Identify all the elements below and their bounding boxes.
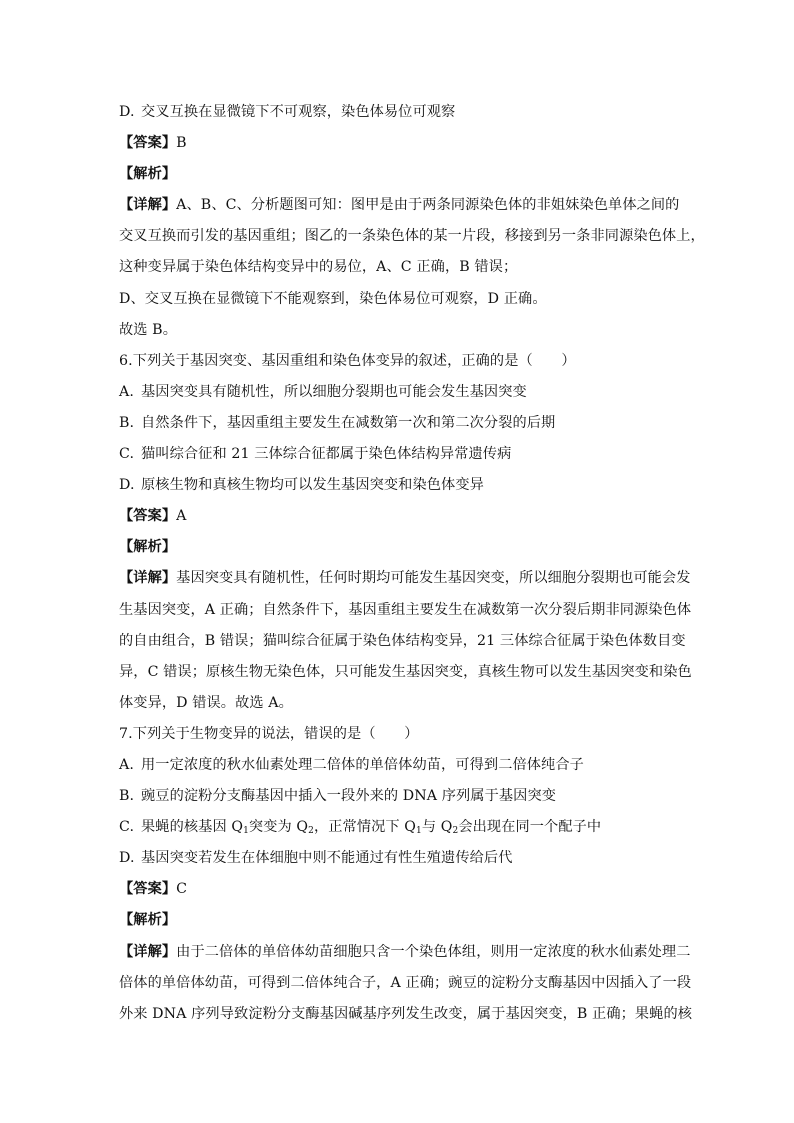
text-line	[119, 999, 693, 1030]
text-line	[119, 97, 677, 128]
line-text: 交叉互换在显微镜下不可观察，染色体易位可观察	[141, 104, 456, 120]
section-tag: 【解析】	[119, 166, 177, 183]
text-line	[119, 252, 677, 283]
section-tag: 【解析】	[119, 912, 177, 929]
option-label: C.	[119, 446, 135, 463]
section-tag: 【答案】	[119, 135, 177, 152]
text-line	[119, 781, 677, 812]
line-text: D、交叉互换在显微镜下不能观察到，染色体易位可观察，D 正确。	[119, 290, 547, 307]
section-tag: 【详解】	[119, 943, 177, 960]
line-text: B	[176, 135, 187, 152]
text-line	[119, 968, 692, 999]
text-line	[119, 532, 677, 563]
document-body	[119, 97, 705, 1030]
line-text: C	[176, 881, 188, 898]
text-line	[119, 346, 677, 377]
text-line	[119, 595, 692, 626]
line-text: 生基因突变，A 正确；自然条件下，基因重组主要发生在减数第一次分裂后期非同源染色体	[119, 601, 692, 618]
option-label: A.	[119, 756, 134, 773]
subscript: 2	[452, 826, 459, 837]
text-line	[119, 937, 691, 968]
option-label: D.	[119, 850, 135, 867]
line-text: 基因突变具有随机性，所以细胞分裂期也可能会发生基因突变	[141, 383, 527, 400]
line-text: 基因突变具有随机性，任何时期均可能发生基因突变，所以细胞分裂期也可能会发	[176, 570, 691, 587]
text-segment: 与 Q	[421, 819, 453, 836]
subscript: 2	[308, 826, 314, 837]
option-label: A.	[119, 383, 134, 400]
section-tag: 【答案】	[119, 881, 177, 898]
text-line	[119, 719, 677, 750]
text-line	[119, 874, 677, 905]
text-line	[119, 688, 677, 719]
line-text: A	[176, 508, 187, 525]
text-line	[119, 501, 677, 532]
text-segment: 突变为 Q	[248, 819, 309, 836]
text-line	[119, 812, 677, 843]
line-text: 交叉互换而引发的基因重组；图乙的一条染色体的某一片段，移接到另一条非同源染色体上，	[119, 228, 705, 245]
subscript: 1	[243, 826, 249, 837]
line-text: 的自由组合，B 错误；猫叫综合征属于染色体结构变异，21 三体综合征属于染色体数目变	[119, 632, 686, 649]
section-tag: 【答案】	[119, 508, 177, 525]
option-label: C.	[119, 819, 135, 836]
section-tag: 【解析】	[119, 539, 177, 556]
line-text: 6.下列关于基因突变、基因重组和染色体变异的叙述，正确的是（ ）	[119, 352, 576, 369]
section-tag: 【详解】	[119, 197, 177, 214]
text-line	[119, 905, 677, 936]
line-text: 倍体的单倍体幼苗，可得到二倍体纯合子，A 正确；豌豆的淀粉分支酶基因中因插入了一段	[119, 974, 692, 991]
line-text: 自然条件下，基因重组主要发生在减数第一次和第二次分裂的后期	[141, 414, 556, 431]
text-line	[119, 128, 677, 159]
line-text: 故选 B。	[119, 321, 177, 338]
line-text: 用一定浓度的秋水仙素处理二倍体的单倍体幼苗，可得到二倍体纯合子	[141, 756, 584, 773]
line-text: 猫叫综合征和 21 三体综合征都属于染色体结构异常遗传病	[141, 446, 512, 463]
text-line	[119, 408, 677, 439]
option-label: B.	[119, 414, 135, 431]
text-line	[119, 190, 680, 221]
line-text: 基因突变若发生在体细胞中则不能通过有性生殖遗传给后代	[141, 850, 513, 867]
line-text: 由于二倍体的单倍体幼苗细胞只含一个染色体组，则用一定浓度的秋水仙素处理二	[176, 943, 691, 960]
line-text: 原核生物和真核生物均可以发生基因突变和染色体变异	[141, 477, 484, 494]
option-label: D.	[119, 104, 135, 120]
line-text: A、B、C、分析题图可知：图甲是由于两条同源染色体的非姐妹染色单体之间的	[176, 197, 680, 214]
subscript: 1	[416, 826, 422, 837]
text-line	[119, 563, 691, 594]
option-label: D.	[119, 477, 135, 494]
text-line	[119, 626, 686, 657]
text-line	[119, 470, 677, 501]
text-line	[119, 159, 677, 190]
option-label: B.	[119, 788, 135, 805]
text-segment: 果蝇的核基因 Q	[141, 819, 244, 836]
line-text: 豌豆的淀粉分支酶基因中插入一段外来的 DNA 序列属于基因突变	[141, 788, 557, 805]
line-text: 7.下列关于生物变异的说法，错误的是（ ）	[119, 725, 419, 742]
line-text: 异，C 错误；原核生物无染色体，只可能发生基因突变，真核生物可以发生基因突变和染色	[119, 663, 692, 680]
text-line	[119, 284, 677, 315]
text-line	[119, 315, 677, 346]
text-line	[119, 843, 677, 874]
text-line	[119, 439, 677, 470]
text-line	[119, 377, 677, 408]
text-segment: 会出现在同一个配子中	[458, 819, 602, 836]
section-tag: 【详解】	[119, 570, 177, 587]
text-line	[119, 750, 677, 781]
line-text: 外来 DNA 序列导致淀粉分支酶基因碱基序列发生改变，属于基因突变，B 正确；果蝇的核	[119, 1005, 693, 1022]
text-line	[119, 221, 705, 252]
line-text: 体变异，D 错误。故选 A。	[119, 694, 293, 711]
text-line	[119, 657, 692, 688]
line-text: 这种变异属于染色体结构变异中的易位，A、C 正确，B 错误；	[119, 259, 518, 276]
text-segment: ，正常情况下 Q	[313, 819, 417, 836]
